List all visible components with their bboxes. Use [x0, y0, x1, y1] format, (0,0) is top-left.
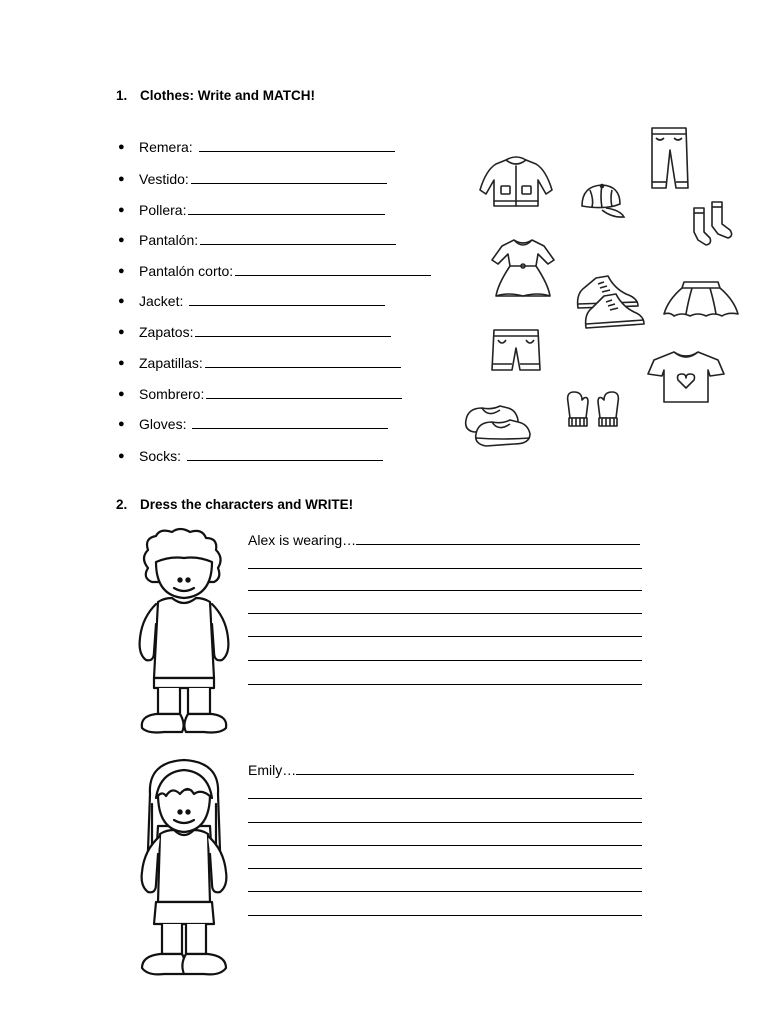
writing-line[interactable] — [248, 915, 642, 916]
writing-line[interactable] — [248, 636, 642, 637]
cap-icon — [576, 180, 626, 220]
answer-blank[interactable] — [189, 291, 385, 306]
answer-blank[interactable] — [235, 261, 431, 276]
answer-blank[interactable] — [195, 322, 391, 337]
bullet: ● — [118, 265, 125, 277]
vocab-item-remera — [118, 137, 395, 157]
vocab-item-vestido — [118, 169, 387, 189]
vocab-label: Remera: — [139, 139, 197, 155]
section-1-title-text: Clothes: Write and MATCH! — [140, 88, 315, 103]
answer-blank[interactable] — [200, 230, 396, 245]
bullet: ● — [118, 141, 125, 153]
girl-character-icon — [130, 754, 238, 984]
writing-line[interactable] — [248, 822, 642, 823]
bullet: ● — [118, 388, 125, 400]
vocab-item-socks — [118, 446, 383, 466]
vocab-label: Gloves: — [139, 416, 191, 432]
vocab-label: Sombrero: — [139, 386, 205, 402]
sneakers-icon — [574, 274, 648, 336]
vocab-label: Pollera: — [139, 202, 187, 218]
vocab-label: Zapatillas: — [139, 355, 203, 371]
writing-line[interactable] — [248, 684, 642, 685]
gloves-icon — [562, 388, 624, 430]
socks-icon — [688, 198, 736, 248]
vocab-label: Jacket: — [139, 293, 188, 309]
vocab-label: Pantalón corto: — [139, 263, 234, 279]
section-2-number: 2. — [116, 497, 128, 512]
bullet: ● — [118, 450, 125, 462]
writing-line[interactable] — [248, 891, 642, 892]
alex-prompt-text: Alex is wearing… — [248, 532, 357, 548]
skirt-icon — [662, 278, 740, 320]
shoes-icon — [462, 400, 534, 456]
dress-icon — [488, 236, 558, 300]
vocab-label: Pantalón: — [139, 232, 199, 248]
answer-blank[interactable] — [356, 530, 640, 545]
bullet: ● — [118, 234, 125, 246]
answer-blank[interactable] — [296, 760, 634, 775]
writing-line[interactable] — [248, 613, 642, 614]
answer-blank[interactable] — [206, 384, 402, 399]
tshirt-icon — [646, 348, 726, 406]
emily-prompt-text: Emily… — [248, 762, 297, 778]
section-1-title — [116, 88, 315, 103]
bullet: ● — [118, 418, 125, 430]
section-2-title — [116, 497, 353, 512]
writing-line[interactable] — [248, 660, 642, 661]
answer-blank[interactable] — [188, 200, 385, 215]
bullet: ● — [118, 204, 125, 216]
section-2-title-text: Dress the characters and WRITE! — [140, 497, 354, 512]
vocab-item-pantalon-corto — [118, 261, 431, 281]
answer-blank[interactable] — [205, 353, 401, 368]
vocab-item-pollera — [118, 200, 385, 220]
writing-line[interactable] — [248, 845, 642, 846]
answer-blank[interactable] — [191, 169, 387, 184]
bullet: ● — [118, 357, 125, 369]
writing-line[interactable] — [248, 798, 642, 799]
vocab-item-zapatos — [118, 322, 391, 342]
writing-line[interactable] — [248, 568, 642, 569]
vocab-item-sombrero — [118, 384, 402, 404]
trousers-icon — [644, 124, 694, 192]
section-1-number: 1. — [116, 88, 128, 103]
vocab-item-jacket — [118, 291, 385, 311]
alex-prompt — [248, 530, 640, 550]
vocab-label: Vestido: — [139, 171, 189, 187]
vocab-item-pantalon — [118, 230, 396, 250]
boy-character-icon — [134, 528, 234, 738]
vocab-item-gloves — [118, 414, 388, 434]
answer-blank[interactable] — [199, 137, 395, 152]
jacket-icon — [476, 154, 556, 210]
vocab-item-zapatillas — [118, 353, 401, 373]
shorts-icon — [488, 326, 544, 376]
bullet: ● — [118, 326, 125, 338]
writing-line[interactable] — [248, 590, 642, 591]
answer-blank[interactable] — [192, 414, 388, 429]
vocab-label: Zapatos: — [139, 324, 194, 340]
bullet: ● — [118, 173, 125, 185]
writing-line[interactable] — [248, 868, 642, 869]
vocab-label: Socks: — [139, 448, 185, 464]
emily-prompt — [248, 760, 634, 780]
bullet: ● — [118, 295, 125, 307]
answer-blank[interactable] — [187, 446, 383, 461]
